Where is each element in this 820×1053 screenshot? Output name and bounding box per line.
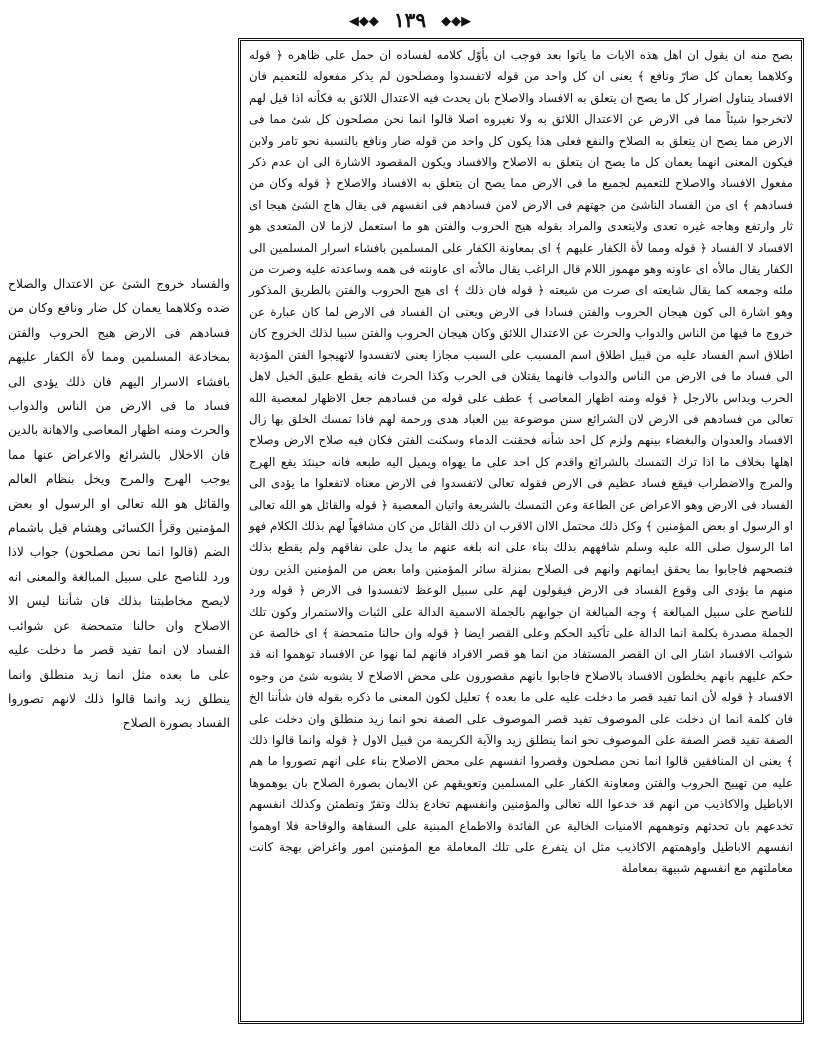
header-ornament-left: ◀︎◆◆ bbox=[348, 14, 379, 29]
header-ornament-right: ◆◆▶︎ bbox=[441, 14, 472, 29]
page-header bbox=[0, 8, 820, 32]
main-commentary bbox=[249, 45, 793, 880]
main-text-frame bbox=[238, 38, 804, 1024]
page-number: ١٣٩ bbox=[393, 8, 427, 32]
margin-commentary: والفساد خروج الشئ عن الاعتدال والصلاح ضده وكلاهما يعمان كل ضار ونافع وكان من فسادهم فى الارض هيج الحروب والفتن بمخادعة المسلمين ومما لأة الكفار عليهم بافشاء الاسرار اليهم فان ذلك يؤدى الى فساد ما فى الارض من الناس والدواب والحرث ومنه اظهار المعاصى والاهانة بالدين فان الاخلال بالشرائع والاعراض عنها مما يوجب الهرج والمرج ويخل بنظام العالم والقائل هو الله تعالى او الرسول او بعض المؤمنين وقرأ الكسائى وهشام قيل باشمام الضم (قالوا انما نحن مصلحون) جواب لاذا ورد للناصح على سبيل المبالغة والمعنى انه لايصح مخاطبتنا بذلك فان شأننا ليس الا الاصلاح وان حالنا متمحضة عن شوائب الفساد لان انما تفيد قصر ما دخلت عليه على ما بعده مثل انما زيد منطلق وانما ينطلق زيد وانما قالوا ذلك لانهم تصوروا الفساد بصورة الصلاح bbox=[8, 277, 230, 731]
main-paragraph-1: بصح منه ان يقول ان اهل هذه الايات ما ياتوا بعد فوجب ان يأوّل كلامه لفساده ان حمل على ظاهره ﴿ قوله وكلاهما يعمان كل ضارّ ونافع ﴾ يعنى ان كل واحد من قوله لاتفسدوا ومصلحون لم يذكر مفعوله للتعميم فان الافساد يتناول اضرار كل ما يصح ان يتعلق به الافساد والاصلاح بان يحدث فيه الاعتدال اللائق به فكأنه اذا قيل لهم لاتخرجوا شيئاً مما فى الارض عن الاعتدال اللائق به ولا تغيروه اصلا قالوا انما نحن مصلحون كل شئ مما فى الارض مما يصح ان يتعلق به الصلاح والنفع فعلى هذا يكون كل واحد من قوله ضار ونافع بالنسبة نحو تامر ولابن فيكون المعنى انهما يعمان كل ما يصح ان يتعلق به الاصلاح والافساد ويكون المقصود الاشارة الى ان عدم ذكر مفعول الافساد والاصلاح للتعميم لجميع ما فى الارض مما يصح ان يتعلق به الافساد والاصلاح bbox=[249, 48, 794, 191]
main-paragraph-2: ﴿ قوله وكان من فسادهم ﴾ اى من الفساد الناشئ من جهتهم فى الارض لامن فسادهم فى انفسهم فى يقال هاج الشئ هيجا اى ثار وارتفع وهاجه غيره تعدى ولايتعدى والمراد بقوله هيج الحروب والفتن هو ما استعمل لازما لان المتعدى هو الافساد لا الفساد ﴿ قوله ومما لأة الكفار عليهم ﴾ اى بمعاونة الكفار على المسلمين بافشاء اسرار المسلمين الى الكفار يقال مالأه اى عاونه وهو مهموز اللام قال الراغب يقال مالأته اى عاونته فى همه وساعدته عليه وصرت من ملئه وجمعه كما يقال شايعته اى صرت من شيعته ﴿ قوله فان ذلك ﴾ اى هيج الحروب والفتن بالطريق المذكور وهو اشارة الى كون هيجان الحروب والفتن فسادا فى الارض ويعنى ان الفساد فى الارض لما كان عبارة عن خروج ما فيها من الناس والدواب والحرث عن الاعتدال اللائق وكان هيجان الحروب والفتن سببا لذلك الخروج كان اطلاق اسم الفساد عليه من قبيل اطلاق اسم المسبب على السبب مجازا يعنى لاتفسدوا لاتهيجوا الفتن المؤدية الى فساد ما فى الارض من الناس والدواب فانهما يقتلان فى الحرب وكذا الحرث فانه يقطع عليق الخيل لاهل الحرب ويداس بالارجل ﴿ قوله ومنه اظهار المعاصى ﴾ عطف على قوله من فسادهم جعل الاظهار لمعصية الله تعالى من فسادهم فى الارض لان الشرائع سنن موضوعة بين العباد هدى ورحمة لهم فاذا تمسك الخلق بها زال الافساد والعدوان والبغضاء بينهم ولزم كل احد شأنه فحقنت الدماء وسكنت الفتن فكان فيه صلاح الارض وصلاح اهلها بخلاف ما اذا ترك التمسك بالشرائع واقدم كل احد على ما يهواه ويميل اليه طبعه فانه حينئذ يقع الهرج والمرج والاضطراب فيقع فساد عظيم فى الارض فقوله تعالى لاتفسدوا فى الارض معناه لاتفعلوا ما يؤدى الى الفساد فى الارض وهو الاعراض عن الطاعة وعن التمسك بالشريعة واتيان المعصية ﴿ قوله والقائل هو الله تعالى او الرسول او بعض المؤمنين ﴾ وكل ذلك محتمل الاان الاقرب ان ذلك القائل من كان مشافهاً لهم بذلك الكلام فهو اما الرسول صلى الله عليه وسلم شافههم بذلك بناء على انه بلغه عنهم ما يدل على نفاقهم ولم يقطع بذلك فنصحهم فاجابوا بما يحقق ايمانهم وانهم فى الصلاح بمنزلة سائر المؤمنين واما بعض من المؤمنين الذين رون منهم ما يؤدى الى وقوع الفساد فى الارض فيقولون لهم على سبيل الوعظ لاتفسدوا فى الارض ﴿ قوله ورد للناصح على سبيل المبالغة ﴾ وجه المبالغة ان جوابهم بالجملة الاسمية الدالة على الثبات والاستمرار وكون تلك الجملة مصدرة بكلمة انما الدالة على تأكيد الحكم وعلى القصر ايضا ﴿ قوله وان حالنا متمحضة ﴾ اى خالصة عن شوائب الافساد اشار الى ان القصر المستفاد من انما هو قصر الافراد فانهم لما نهوا عن الافساد توهموا انه قد حكم عليهم بانهم يخلطون الافساد بالاصلاح فاجابوا بانهم مقصورون على محض الاصلاح لا يشوبه شئ من وجوه الافساد ﴿ قوله لأن انما تفيد قصر ما دخلت عليه على ما بعده ﴾ تعليل لكون المعنى ما ذكره بقوله فان شأننا الخ فان كلمة انما ان دخلت على الموصوف تفيد قصر الموصوف على الصفة نحو انما زيد منطلق وان دخلت على الصفة تفيد قصر الصفة على الموصوف نحو انما ينطلق زيد والآية الكريمة من قبيل الاول ﴿ قوله وانما قالوا ذلك ﴾ يعنى ان المنافقين قالوا انما نحن مصلحون وقصروا انفسهم على محض الاصلاح بناء على انهم تصوروا ما هم عليه من تهييج الحروب والفتن ومعاونة الكفار على المسلمين وتعويقهم عن الايمان بصورة الصلاح بان يوهموها الاباطيل والاكاذيب من انهم قد خدعوا الله تعالى والمؤمنين وانفسهم تخادع بذلك وتقرّ وتطمئن وكذلك انفسهم تخدعهم بان تحدثهم وتوهمهم الامنيات الخالية عن الفائدة والاطماع المبنية على السفاهة والوقاحة فلا اوهموا انفسهم الاباطيل واوهمتهم الاكاذيب مثل ان يتفرع على تلك المعاملة مع المؤمنين امور واغراض بهجة كانت معاملتهم مع انفسهم شبيهة بمعاملة bbox=[249, 176, 793, 876]
